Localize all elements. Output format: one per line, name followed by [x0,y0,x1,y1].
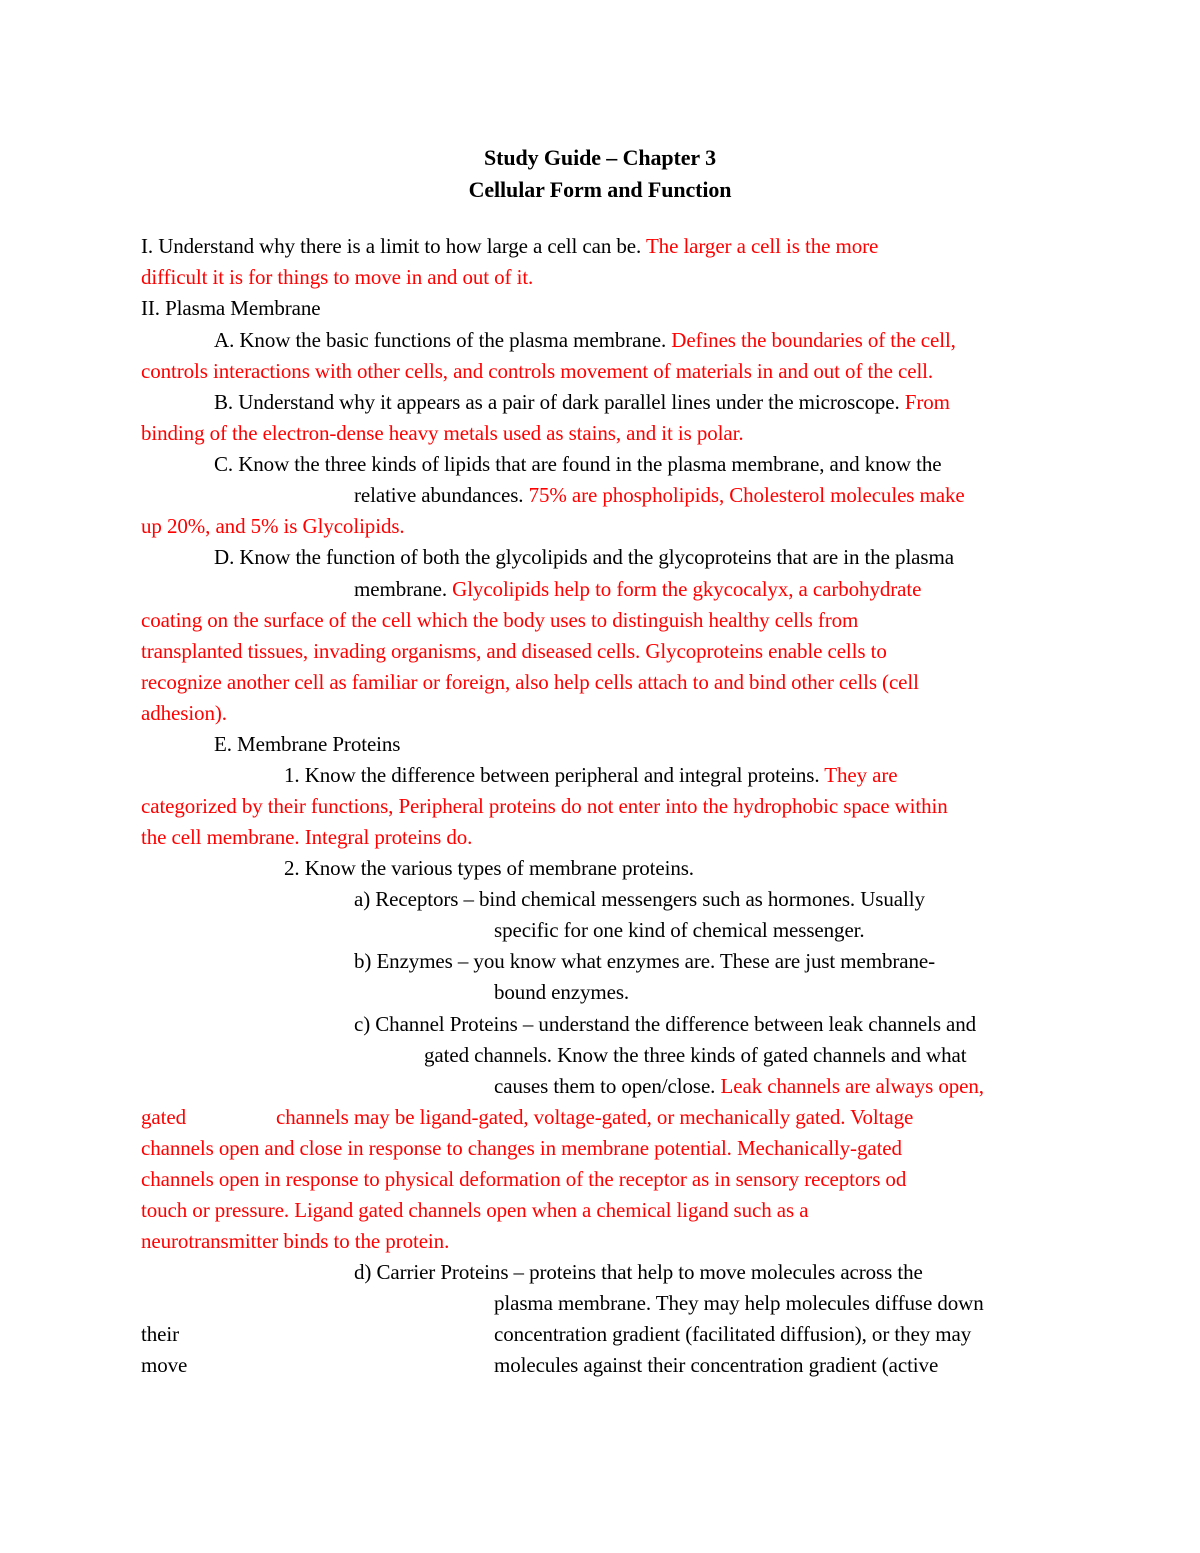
document-line [424,1042,966,1068]
document-line [354,1011,976,1037]
question-text: plasma membrane. They may help molecules diffuse down [494,1291,984,1315]
document-line [214,731,400,757]
document-line [354,886,925,912]
answer-text: They are [824,763,898,787]
document-line [494,979,629,1005]
question-text: b) Enzymes – you know what enzymes are. These are just membrane- [354,949,936,973]
question-text: 1. Know the difference between peripheral and integral proteins. [284,763,825,787]
document-line [141,264,533,290]
answer-text: neurotransmitter binds to the protein. [141,1229,450,1253]
answer-text: binding of the electron-dense heavy metals used as stains, and it is polar. [141,421,744,445]
document-line [141,638,887,664]
answer-text: the cell membrane. Integral proteins do. [141,825,473,849]
question-text: bound enzymes. [494,980,630,1004]
document-line [141,358,933,384]
answer-text: controls interactions with other cells, and controls movement of materials in and out of the cell. [141,359,934,383]
document-line [354,576,921,602]
document-line [141,607,858,633]
question-text: causes them to open/close. [494,1074,721,1098]
question-text: C. Know the three kinds of lipids that are found in the plasma membrane, and know the [214,452,942,476]
answer-text: recognize another cell as familiar or foreign, also help cells attach to and bind other cells (cell [141,670,919,694]
document-subtitle: Cellular Form and Function [468,177,732,202]
answer-text: up 20%, and 5% is Glycolipids. [141,514,405,538]
answer-text: channels may be ligand-gated, voltage-gated, or mechanically gated. Voltage [276,1105,914,1129]
answer-text: categorized by their functions, Peripheral proteins do not enter into the hydrophobic space within [141,794,948,818]
question-text: gated channels. Know the three kinds of gated channels and what [424,1043,967,1067]
document-line [276,1104,913,1130]
document-line [214,327,956,353]
document-line [494,1290,984,1316]
question-text: relative abundances. [354,483,529,507]
question-text: A. Know the basic functions of the plasma membrane. [214,328,672,352]
document-line [214,451,942,477]
document-line [141,295,320,321]
answer-text: touch or pressure. Ligand gated channels open when a chemical ligand such as a [141,1198,809,1222]
question-text: specific for one kind of chemical messenger. [494,918,865,942]
document-line [141,1321,179,1347]
document-line [141,1104,186,1130]
document-line [141,1197,808,1223]
document-line [354,948,935,974]
question-text: II. Plasma Membrane [141,296,321,320]
document-line [141,1166,906,1192]
answer-text: channels open in response to physical deformation of the receptor as in sensory receptors od [141,1167,907,1191]
document-line [494,1321,971,1347]
document-line [214,389,950,415]
document-line [141,1352,187,1378]
question-text: D. Know the function of both the glycolipids and the glycoproteins that are in the plasma [214,545,954,569]
question-text: their [141,1322,179,1346]
answer-text: difficult it is for things to move in and out of it. [141,265,534,289]
question-text: a) Receptors – bind chemical messengers such as hormones. Usually [354,887,925,911]
document-line [214,544,954,570]
question-text: E. Membrane Proteins [214,732,401,756]
answer-text: coating on the surface of the cell which the body uses to distinguish healthy cells from [141,608,859,632]
question-text: concentration gradient (facilitated diffusion), or they may [494,1322,972,1346]
answer-text: transplanted tissues, invading organisms, and diseased cells. Glycoproteins enable cells to [141,639,887,663]
document-line [141,669,919,695]
question-text: I. Understand why there is a limit to how large a cell can be. [141,234,646,258]
question-text: B. Understand why it appears as a pair of dark parallel lines under the microscope. [214,390,905,414]
answer-text: Leak channels are always open, [720,1074,984,1098]
document-line [354,1259,923,1285]
document-line [494,917,865,943]
question-text: move [141,1353,188,1377]
answer-text: adhesion). [141,701,227,725]
document-line [141,793,948,819]
answer-text: 75% are phospholipids, Cholesterol molecules make [528,483,965,507]
question-text: molecules against their concentration gradient (active [494,1353,939,1377]
document-line [141,1228,449,1254]
question-text: 2. Know the various types of membrane proteins. [284,856,694,880]
document-line [284,855,694,881]
question-text: c) Channel Proteins – understand the difference between leak channels and [354,1012,977,1036]
answer-text: From [904,390,950,414]
answer-text: gated [141,1105,186,1129]
answer-text: channels open and close in response to changes in membrane potential. Mechanically-gated [141,1136,902,1160]
answer-text: Glycolipids help to form the gkycocalyx, a carbohydrate [452,577,922,601]
answer-text: The larger a cell is the more [645,234,879,258]
document-line [284,762,898,788]
question-text: membrane. [354,577,453,601]
document-line [494,1073,984,1099]
document-line [141,1135,902,1161]
document-title: Study Guide – Chapter 3 [483,145,716,170]
document-line [141,700,227,726]
document-line [141,824,472,850]
document-line [141,513,405,539]
question-text: d) Carrier Proteins – proteins that help to move molecules across the [354,1260,923,1284]
document-line [494,1352,938,1378]
document-line [141,233,878,259]
document-line [354,482,965,508]
document-line [141,420,744,446]
answer-text: Defines the boundaries of the cell, [671,328,956,352]
